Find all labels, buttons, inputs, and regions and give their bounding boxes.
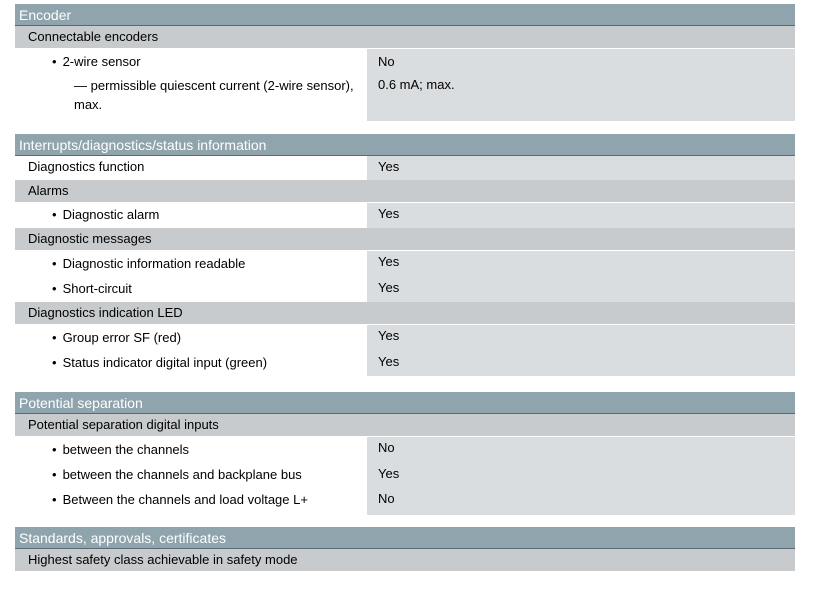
row-label: • between the channels bbox=[52, 442, 189, 457]
section-header-potential: Potential separation bbox=[15, 392, 795, 414]
row-label: • Diagnostic alarm bbox=[52, 207, 159, 222]
row-label: Diagnostics function bbox=[15, 156, 367, 180]
row-label: • Status indicator digital input (green) bbox=[52, 355, 267, 370]
table-row bbox=[15, 437, 795, 463]
table-row bbox=[15, 463, 795, 488]
encoder-section bbox=[15, 4, 795, 121]
subheader-connectable-encoders: Connectable encoders bbox=[15, 26, 795, 49]
row-label: • 2-wire sensor bbox=[52, 54, 141, 69]
subheader-diagnostics-led: Diagnostics indication LED bbox=[15, 302, 795, 325]
row-value: Yes bbox=[367, 351, 795, 376]
row-value: No bbox=[367, 488, 795, 515]
table-row bbox=[15, 351, 795, 376]
row-label: • Diagnostic information readable bbox=[52, 256, 245, 271]
row-label: • Short-circuit bbox=[52, 281, 132, 296]
table-row bbox=[15, 203, 795, 228]
row-label: • between the channels and backplane bus bbox=[52, 467, 302, 482]
row-value: Yes bbox=[367, 277, 795, 302]
table-row bbox=[15, 251, 795, 277]
row-value: Yes bbox=[367, 203, 795, 228]
section-header-encoder: Encoder bbox=[15, 4, 795, 26]
subheader-alarms: Alarms bbox=[15, 180, 795, 203]
row-value: No bbox=[367, 437, 795, 463]
row-value: Yes bbox=[367, 156, 795, 180]
section-header-standards: Standards, approvals, certificates bbox=[15, 527, 795, 549]
row-value: No bbox=[367, 49, 795, 74]
table-row bbox=[15, 156, 795, 180]
row-value: Yes bbox=[367, 251, 795, 277]
standards-section bbox=[15, 527, 795, 572]
table-row bbox=[15, 277, 795, 302]
section-header-interrupts: Interrupts/diagnostics/status information bbox=[15, 134, 795, 156]
table-row bbox=[15, 74, 795, 121]
subheader-potential-digital-inputs: Potential separation digital inputs bbox=[15, 414, 795, 437]
row-label: • Between the channels and load voltage L+ bbox=[52, 492, 308, 507]
row-label: — permissible quiescent current (2-wire sensor), max. bbox=[15, 74, 367, 121]
table-row bbox=[15, 49, 795, 74]
table-row bbox=[15, 325, 795, 351]
potential-section bbox=[15, 392, 795, 515]
table-row bbox=[15, 488, 795, 515]
row-label: • Group error SF (red) bbox=[52, 330, 181, 345]
interrupts-section bbox=[15, 134, 795, 376]
row-value: Yes bbox=[367, 325, 795, 351]
row-value: 0.6 mA; max. bbox=[367, 74, 795, 121]
subheader-diagnostic-messages: Diagnostic messages bbox=[15, 228, 795, 251]
subheader-safety-class: Highest safety class achievable in safety mode bbox=[15, 549, 795, 572]
row-value: Yes bbox=[367, 463, 795, 488]
